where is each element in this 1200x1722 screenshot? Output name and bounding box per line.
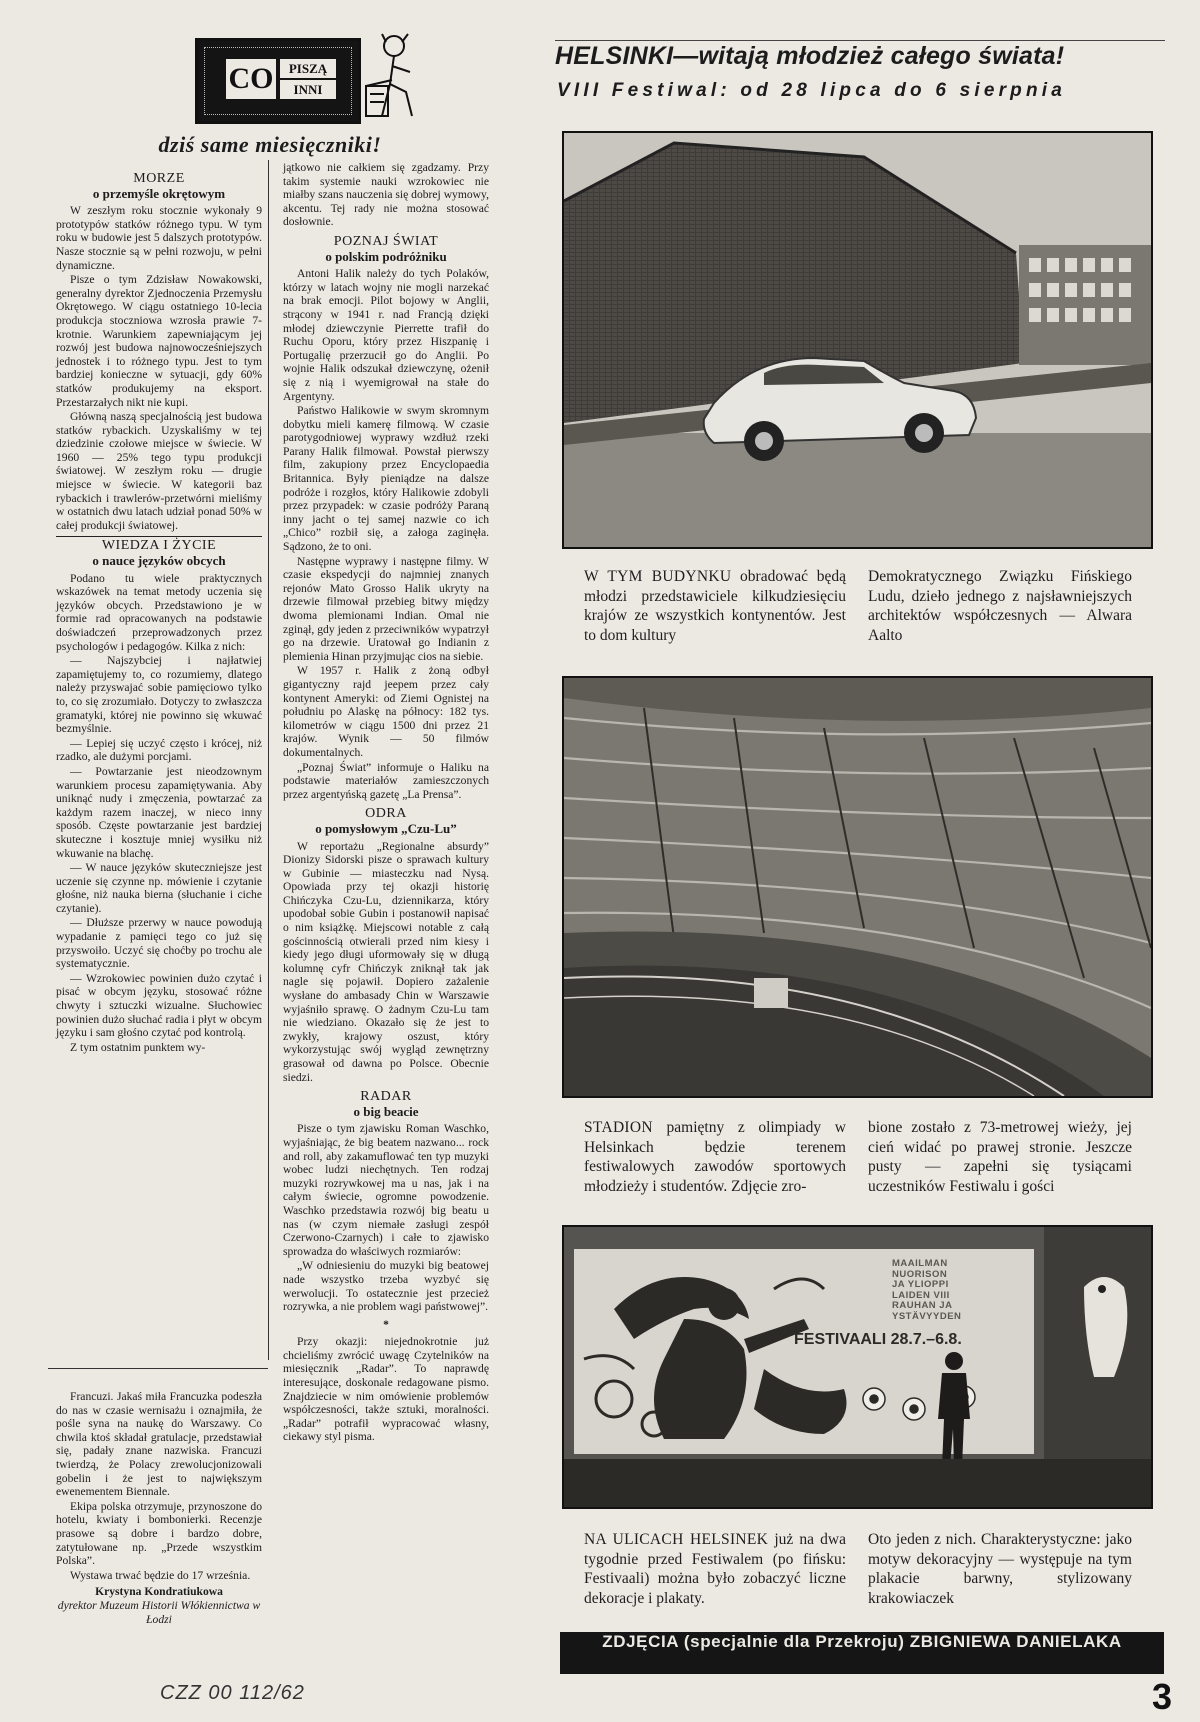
caption-lead: NA ULICACH HELSINEK	[584, 1531, 769, 1548]
section-radar-title: RADAR	[360, 1089, 412, 1105]
section-wiedza-title: WIEDZA I ŻYCIE	[101, 538, 217, 554]
paragraph: Państwo Halikowie w swym skromnym dobytku mieli kamerę filmową. W czasie parotygodniowej wyprawy wzdłuż rzeki Parany Halik filmował. Powstał pierwszy film, zakupiony przez Encyclopaedia Britannica. Były pieniądze na dalsze podróże i rozgłos, który Halikowie zdobyli przez przypadek: w czasie podróży Paraną inny jacht o tej samej nazwie co ich „Chico” rozbił się, a załoga zaginęła. Sądzono, że to oni.	[283, 404, 489, 554]
photo-stadium	[562, 676, 1153, 1098]
paragraph: — Lepiej się uczyć często i krócej, niż rzadko, ale dużymi porcjami.	[56, 736, 262, 764]
poster-line: MAAILMAN	[892, 1258, 948, 1269]
poster-text	[892, 1259, 1022, 1322]
festival-title: HELSINKI—witają młodzież całego świata!	[555, 42, 1065, 70]
photo-credit: ZDJĘCIA (specjalnie dla Przekroju) ZBIGNIEWA DANIELAKA	[602, 1632, 1122, 1651]
photo-festival-poster	[562, 1225, 1153, 1509]
caption-culture-house-left	[584, 567, 846, 645]
paragraph: W zeszłym roku stocznie wykonały 9 prototypów statków różnego typu. W tym roku w budowie jest 5 dalszych prototypów. Nasze stocznie są w pełni rozwoju, w pełni dynamiczne.	[56, 204, 262, 272]
caption-text: pamiętny z olimpiady w Helsinkach będzie terenem festiwalowych zawodów sportowych młodzieży i studentów. Zdjęcie zro-	[584, 1119, 846, 1195]
column-1	[56, 170, 262, 1055]
paragraph: — Dłuższe przerwy w nauce powodują wypadanie z pamięci tego co już się przyswoiło. Uczyć się choćby po trochu ale systematycznie.	[56, 916, 262, 971]
paragraph: Podano tu wiele praktycznych wskazówek na temat metody uczenia się języków obcych. Przedstawiono je w formie rad opracowanych na podstawie doświadczeń przeprowadzonych przez psychologów i pedagogów. Kilka z nich:	[56, 571, 262, 653]
poster-line: YSTÄVYYDEN	[892, 1310, 962, 1322]
paragraph: Przy okazji: niejednokrotnie już chcieliśmy zwrócić uwagę Czytelników na miesięcznik „Radar”. To naprawdę interesujące, doskonale redagowane pismo. Znajdziecie w nim omówienie problemów współczesności, także sztuki, moralności. „Radar” potrafił wypracować własny, ciekawy styl pisma.	[283, 1335, 489, 1444]
caption-stadium-right: bione zostało z 73-metrowej wieży, jej cień widać po prawej stronie. Jeszcze pusty — zapełni się tysiącami uczestników Festiwalu i gości	[868, 1119, 1132, 1195]
caption-poster-right: Oto jeden z nich. Charakterystyczne: jako motyw dekoracyjny — występuje na tym plakacie barwny, stylizowany krakowiaczek	[868, 1531, 1132, 1607]
paragraph: Główną naszą specjalnością jest budowa statków rybackich. Uzyskaliśmy w tej dziedzinie czołowe miejsce w świecie. W 1960 — 25% tego typu produkcji światowej. W zeszłym roku — drugie miejsce w świecie. W kategorii baz rybackich i trawlerów-przetwórni mieliśmy w ostatnich dwu latach udział ponad 50% w całej produkcji światowej.	[56, 410, 262, 532]
author-role: dyrektor Muzeum Historii Włókiennictwa w Łodzi	[57, 1598, 261, 1626]
archive-stamp: CZZ 00 112/62	[160, 1682, 305, 1704]
photo-culture-house	[562, 131, 1153, 549]
poster-line: RAUHAN JA	[892, 1300, 953, 1311]
vertical-rule	[268, 160, 269, 1360]
section-odra-subtitle: o pomysłowym „Czu-Lu”	[315, 820, 457, 836]
right-title-rule	[555, 40, 1165, 41]
paragraph: jątkowo nie całkiem się zgadzamy. Przy takim systemie nauki wzrokowiec nie miałby szans nauczenia się dobrej wymowy, akcentu. Tej rady nie można stosować dosłownie.	[283, 161, 489, 229]
caption-stadium-left	[584, 1118, 846, 1196]
bird-decoration	[1044, 1227, 1151, 1459]
section-odra-title: ODRA	[365, 806, 407, 822]
paragraph: W reportażu „Regionalne absurdy” Dionizy Sidorski pisze o sprawach kultury w Gubinie — miasteczku nad Nysą. Opowiada przy tej okazji historię Chińczyka Czu-Lu, dziennikarza, który upodobał sobie Gubin i postanowił napisać o nim książkę. Miejscowi notable z całą gościnnością otwierali przed nim kiesy i kiedy jego długi uformowały się w długą kolumnę cyfr Chińczyk zniknął tak jak nagle się pojawił. Dopiero zażalenie wysłane do ambasady Chin w Warszawie wyjaśniło sprawę. O żadnym Czu-Lu tam nie wiedziano. Okazało się że jest to zwykły, krajowy oszust, który wykorzystując swój wygląd zewnętrzny grasował od dawna po Polsce. Obecnie siedzi.	[283, 839, 489, 1084]
box-rule-top	[48, 1368, 268, 1369]
paragraph: Pisze o tym zjawisku Roman Waschko, wyjaśniając, że big beatem nazwano... rock and roll, aby zakamuflować ten typ muzyki wobec ludzi niechętnych. Ten rodzaj muzyki rozrywkowej ma u nas, jak i na całym świecie, ogromne powodzenie. Waschko przedstawia rozwój big beatu u nas (w czym niemałe zasługi zespół Czerwono-Czarnych) i całe to zjawisko sprowadza do właściwych rozmiarów:	[283, 1122, 489, 1258]
festival-subtitle: VIII Festiwal: od 28 lipca do 6 sierpnia	[557, 80, 1067, 101]
column-1-bottom	[56, 1390, 262, 1626]
paragraph: — Wzrokowiec powinien dużo czytać i pisać w obcym języku, stosować różne chwyty i sztuczki wizualne. Słuchowiec powinien dużo słuchać radia i płyt w obcym języku i sam głośno czytać pod kontrolą.	[56, 971, 262, 1040]
paragraph: Pisze o tym Zdzisław Nowakowski, generalny dyrektor Zjednoczenia Przemysłu Okrętowego. W ciągu ostatniego 10-lecia produkcja stoczniowa wzrosła prawie 7-krotnie. Warunkiem zapewniającym jej rozwój jest budowa najnowocześniejszych jednostek i to różnego typu. Jest to tym bardziej konieczne w sytuacji, gdy 60% statków produkujemy na eksport. Przestarzałych nikt nie kupi.	[56, 273, 262, 409]
paragraph: Z tym ostatnim punktem wy-	[70, 1040, 206, 1054]
photo-credit-banner	[560, 1632, 1164, 1674]
pedestrian-silhouette	[924, 1349, 984, 1469]
paragraph: Wystawa trwać będzie do 17 września.	[70, 1568, 251, 1582]
caption-lead: W TYM BUDYNKU	[584, 568, 732, 585]
paragraph: — Najszybciej i najłatwiej zapamiętujemy to, co rozumiemy, dlatego należy przyswajać sobie pamięciowo tylko to, co się zrozumiało. Dotyczy to zwłaszcza gramatyki, której nie powinno się wkuwać bezmyślnie.	[56, 654, 262, 736]
caption-lead: STADION	[584, 1119, 653, 1136]
header-logo	[195, 38, 361, 124]
paragraph: Ekipa polska otrzymuje, przynoszone do hotelu, kwiaty i bombonierki. Recenzje prasowe są dobre i bardzo dobre, zatytułowane np. „Przede wszystkim Polska”.	[56, 1499, 262, 1568]
caption-text: obradować będą młodzi przedstawiciele kilkudziesięciu krajów ze wszystkich kontynentów. Jest to dom kultury	[584, 568, 846, 644]
column-2	[283, 161, 489, 1445]
author-signature: Krystyna Kondratiukowa	[95, 1585, 223, 1599]
paragraph: Następne wyprawy i następne filmy. W czasie ekspedycji do najmniej znanych rejonów Mato Grosso Halik ukryty na drzewie filmował przebieg bitwy między dwoma plemionami Indian. Omal nie zginął, gdy jeden z przeciwników wypatrzył go na drzewie. Uratował go Indianin z plemienia Hinan przyjmując cios na siebie.	[283, 554, 489, 663]
culture-house-image	[564, 133, 1151, 547]
section-morze-subtitle: o przemyśle okrętowym	[92, 185, 226, 201]
section-morze-title: MORZE	[133, 171, 185, 186]
caption-culture-house-right: Demokratycznego Związku Fińskiego Ludu, dzieło jednego z najsławniejszych architektów współczesnych — Alwara Aalto	[868, 568, 1132, 644]
section-wiedza-subtitle: o nauce języków obcych	[92, 553, 226, 569]
paragraph: W 1957 r. Halik z żoną odbył gigantyczny rajd jeepem przez cały kontynent Ameryki: od Ziemi Ognistej na południu po Alaskę na północy: 182 tys. kilometrów w ciągu 1500 dni przez 21 krajów. Wynik — 50 filmów dokumentalnych.	[283, 664, 489, 759]
poster-title: FESTIVAALI 28.7.–6.8.	[794, 1331, 962, 1348]
caption-poster-left	[584, 1530, 846, 1608]
paragraph: — W nauce języków skuteczniejsze jest uczenie się czynne np. mówienie i czytanie głośne, niż nauka bierna (słuchanie i ciche czytanie).	[56, 861, 262, 915]
poster-right-panel	[1044, 1227, 1151, 1459]
paragraph: „W odniesieniu do muzyki big beatowej nade wszystko trzeba wyzbyć się werwolucji. To ostatecznie jest przecież rozrywka, a nie problem wagi państwowej”.	[283, 1259, 489, 1314]
paragraph: — Powtarzanie jest nieodzownym warunkiem procesu zapamiętywania. Aby uniknąć nudy i zmęczenia, powtarzać za każdym razem inaczej, w nieco inny sposób. Częste powtarzanie jest bardziej skuteczne i kosztuje mniej wysiłku niż wkuwanie na blachę.	[56, 764, 262, 860]
poster-line: LAIDEN VIII	[892, 1289, 950, 1301]
page-number: 3	[1152, 1676, 1173, 1717]
section-radar-subtitle: o big beacie	[353, 1103, 419, 1119]
stadium-image	[564, 678, 1151, 1096]
header-subtitle: dziś same miesięczniki!	[158, 132, 382, 157]
logo-top: PISZĄ	[280, 59, 336, 78]
paragraph: Francuzi. Jakaś miła Francuzka podeszła do nas w czasie wernisażu i oznajmiła, że pośle syna na naukę do Warszawy. Co chwila ktoś składał gratulacje, przedstawiał się, padały znane nazwiska. Francuzi twierdzą, że Polacy zrewolucjonizowali gobelin i że jest to największym ewenementem Biennale.	[56, 1390, 262, 1499]
paragraph: Antoni Halik należy do tych Polaków, którzy w latach wojny nie mogli narzekać na brak emocji. Pilot bojowy w Anglii, strącony w 1941 r. nad Francją dzięki młodej dziewczynie Pierrette trafił do Ruchu Oporu, który przez Hiszpanię i Portugalię przerzucił go do Anglii. Po wojnie Halik odszukał dziewczynę, ożenił się z nią i wyemigrował na stałe do Argentyny.	[283, 267, 489, 403]
caption-text: już na dwa tygodnie przed Festiwalem (po fińsku: Festivaali) można było zobaczyć liczne dekoracje i plakaty.	[584, 1531, 847, 1607]
separator-star: *	[383, 1317, 389, 1331]
poster-line: NUORISON	[892, 1268, 948, 1280]
logo-bottom: INNI	[280, 80, 336, 99]
poster-line: JA YLIOPPI	[892, 1279, 949, 1290]
paragraph: „Poznaj Świat” informuje o Haliku na podstawie materiałów zamieszczonych przez argentyńską gazetę „La Prensa”.	[283, 760, 489, 801]
section-poznaj-subtitle: o polskim podróżniku	[325, 248, 447, 264]
logo-word: CO	[226, 59, 276, 99]
writer-illustration	[362, 32, 424, 122]
section-poznaj-title: POZNAJ ŚWIAT	[333, 233, 439, 249]
